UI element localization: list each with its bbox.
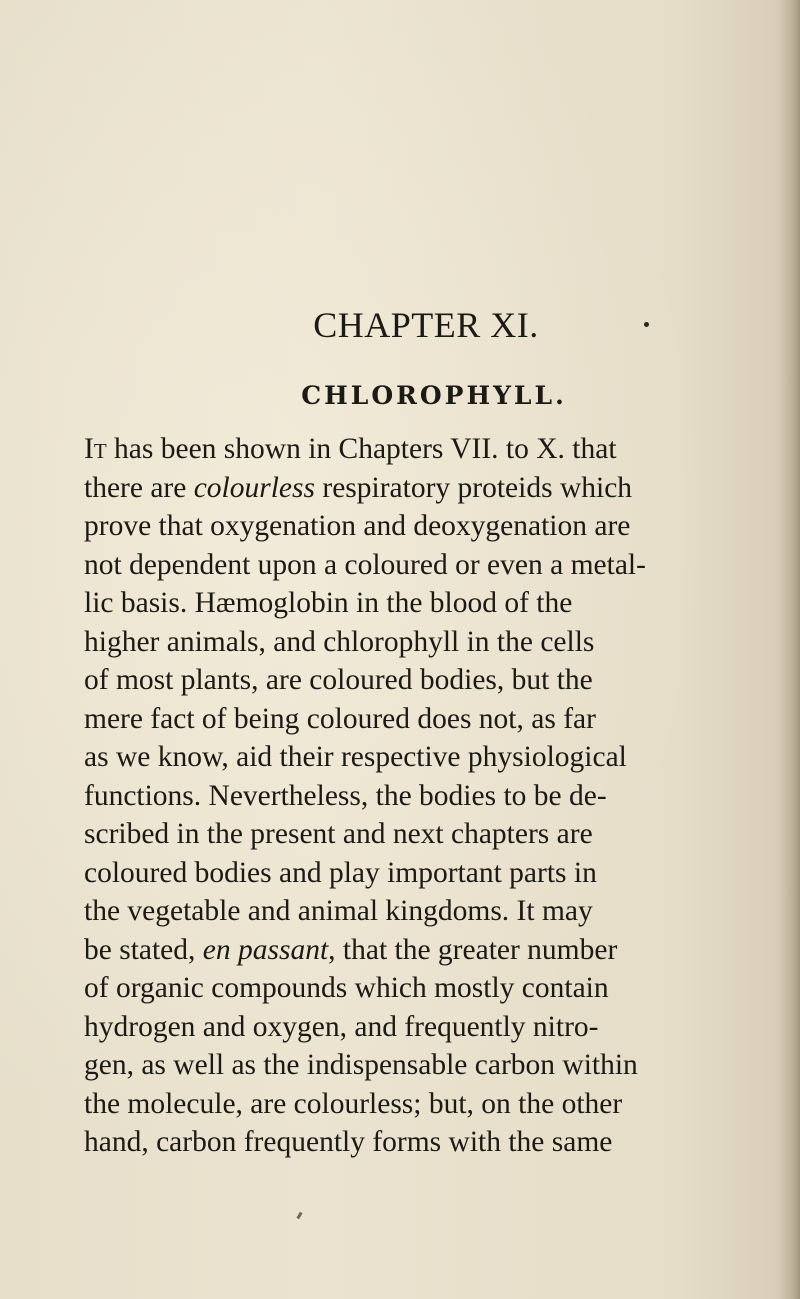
- text-segment: not dependent upon a coloured or even a metal-: [84, 548, 646, 581]
- stray-ink-mark: [296, 1212, 302, 1220]
- text-segment: there are: [84, 471, 194, 504]
- text-line: [84, 507, 784, 546]
- text-segment: the vegetable and animal kingdoms. It may: [84, 895, 593, 927]
- text-segment: en passant: [202, 933, 329, 966]
- text-segment: mere fact of being coloured does not, as far: [84, 702, 596, 735]
- text-line: [84, 661, 784, 700]
- text-line: [84, 1008, 784, 1047]
- text-segment: of most plants, are coloured bodies, but the: [84, 664, 593, 696]
- text-line: [84, 469, 784, 508]
- stray-dot-mark: [644, 322, 649, 327]
- text-line: [84, 854, 784, 893]
- text-line: [84, 892, 784, 931]
- text-line: [84, 738, 784, 777]
- text-segment: of organic compounds which mostly contain: [84, 972, 609, 1004]
- text-segment: , that the greater number: [328, 933, 618, 966]
- text-line: [84, 430, 784, 469]
- text-line: [84, 1046, 784, 1085]
- chapter-heading: [0, 303, 800, 347]
- text-line: [84, 815, 784, 854]
- text-segment: scribed in the present and next chapters are: [84, 818, 593, 850]
- text-segment: It: [84, 433, 107, 465]
- text-segment: as we know, aid their respective physiological: [84, 741, 627, 773]
- section-title-text: CHLOROPHYLL.: [301, 381, 567, 410]
- text-line: [84, 969, 784, 1008]
- text-segment: has been shown in Chapters VII. to X. that: [106, 433, 617, 465]
- text-segment: functions. Nevertheless, the bodies to be de-: [84, 779, 607, 812]
- text-line: [84, 546, 784, 585]
- text-segment: hydrogen and oxygen, and frequently nitro-: [84, 1010, 599, 1043]
- text-segment: hand, carbon frequently forms with the same: [84, 1126, 613, 1158]
- chapter-heading-text: CHAPTER XI.: [313, 305, 539, 345]
- text-line: [84, 931, 784, 970]
- text-segment: the molecule, are colourless; but, on the other: [84, 1087, 623, 1120]
- text-segment: respiratory proteids which: [315, 471, 633, 504]
- text-line: [84, 584, 784, 623]
- text-line: [84, 1085, 784, 1124]
- text-line: [84, 623, 784, 662]
- text-line: [84, 700, 784, 739]
- text-segment: colourless: [193, 471, 315, 504]
- text-segment: higher animals, and chlorophyll in the cells: [84, 625, 595, 658]
- text-line: [84, 777, 784, 816]
- section-title: [0, 380, 800, 412]
- text-segment: lic basis. Hæmoglobin in the blood of the: [84, 587, 573, 619]
- text-line: [84, 1123, 784, 1162]
- text-segment: gen, as well as the indispensable carbon within: [84, 1049, 638, 1081]
- text-segment: prove that oxygenation and deoxygenation are: [84, 510, 631, 542]
- body-paragraph: [84, 430, 784, 1162]
- text-segment: be stated,: [84, 933, 203, 966]
- text-segment: coloured bodies and play important parts in: [84, 856, 597, 889]
